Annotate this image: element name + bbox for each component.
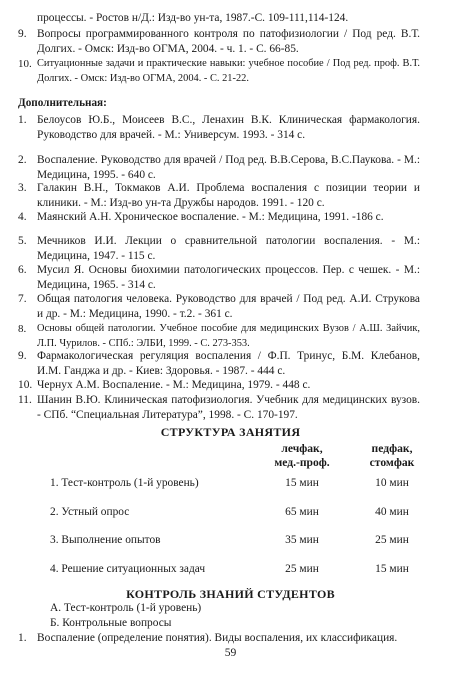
reference-item: [18, 113, 420, 142]
reference-item: [18, 378, 420, 393]
reference-number: 10.: [18, 379, 33, 391]
reference-number: 8.: [18, 323, 27, 335]
knowledge-control-title: КОНТРОЛЬ ЗНАНИЙ СТУДЕНТОВ: [126, 587, 335, 601]
control-item-questions: Б. Контрольные вопросы: [50, 617, 172, 629]
reference-item: [18, 349, 420, 378]
reference-item: [18, 234, 420, 263]
lesson-structure-title: СТРУКТУРА ЗАНЯТИЯ: [160, 425, 301, 439]
structure-row-time-pedfak: 10 мин: [375, 477, 409, 489]
reference-text: процессы. - Ростов н/Д.: Изд-во ун-та, 1987.-С. 109-111,114-124.: [37, 12, 349, 24]
reference-text: Мусил Я. Основы биохимии патологических процессов. Пер. с чешек. - М.: Медицина, 1965. - 314 с.: [37, 264, 420, 291]
additional-literature-heading: Дополнительная:: [18, 97, 107, 109]
reference-item: [18, 153, 420, 182]
structure-row-label: 3. Выполнение опытов: [50, 534, 161, 546]
reference-text: Воспаление. Руководство для врачей / Под ред. В.В.Серова, В.С.Паукова. - М.: Медицина, 1995. - 640 с.: [37, 154, 420, 181]
reference-number: 7.: [18, 293, 27, 305]
reference-number: 6.: [18, 264, 27, 276]
reference-number: 3.: [18, 182, 27, 194]
reference-number: 10.: [18, 58, 32, 70]
reference-item: [18, 57, 420, 86]
structure-row-time-lechfak: 15 мин: [285, 477, 319, 489]
column-header-pedfak: [352, 442, 432, 470]
question-number: 1.: [18, 632, 27, 644]
reference-item: [18, 181, 420, 210]
reference-text: Чернух А.М. Воспаление. - М.: Медицина, 1979. - 448 с.: [37, 379, 311, 391]
reference-number: 1.: [18, 114, 27, 126]
reference-number: 5.: [18, 235, 27, 247]
reference-item: [18, 263, 420, 292]
column-header-line: педфак,: [371, 442, 413, 455]
structure-row-label: 1. Тест-контроль (1-й уровень): [50, 477, 199, 489]
control-item-test: А. Тест-контроль (1-й уровень): [50, 602, 202, 614]
reference-text: Основы общей патологии. Учебное пособие для медицинских Вузов / А.Ш. Зайчик, Л.П. Чурилов. - СПб.: ЭЛБИ, 1999. - С. 273-353.: [37, 323, 420, 349]
reference-number: 11.: [18, 394, 32, 406]
reference-text: Мечников И.И. Лекции о сравнительной патологии воспаления. - М.: Медицина, 1947. - 115 с.: [37, 235, 420, 262]
reference-number: 2.: [18, 154, 27, 166]
structure-row-time-pedfak: 40 мин: [375, 506, 409, 518]
reference-text: Общая патология человека. Руководство для врачей / Под ред. А.И. Струкова и др. - М.: Медицина, 1990. - т.2. - 361 с.: [37, 293, 420, 320]
structure-row-time-pedfak: 15 мин: [375, 563, 409, 575]
column-header-line: мед.-проф.: [274, 456, 330, 469]
reference-item: [18, 322, 420, 351]
reference-item: [18, 11, 420, 26]
reference-item: [18, 210, 420, 225]
column-header-lechfak: [262, 442, 342, 470]
structure-row-time-lechfak: 65 мин: [285, 506, 319, 518]
reference-item: [18, 292, 420, 321]
structure-row-time-lechfak: 25 мин: [285, 563, 319, 575]
page-number: 59: [224, 646, 237, 659]
reference-item: [18, 27, 420, 56]
reference-text: Шанин В.Ю. Клиническая патофизиология. Учебник для медицинских вузов. - СПб. “Специальная Литература”, 1998. - С. 170-197.: [37, 394, 420, 421]
reference-text: Фармакологическая регуляция воспаления / Ф.П. Тринус, Б.М. Клебанов, И.М. Ганджа и др. - Киев: Здоровья. - 1987. - 444 с.: [37, 350, 420, 377]
column-header-line: стомфак: [369, 456, 415, 469]
reference-number: 9.: [18, 28, 27, 40]
reference-item: [18, 393, 420, 422]
question-text: Воспаление (определение понятия). Виды воспаления, их классификация.: [37, 632, 398, 644]
structure-row-label: 2. Устный опрос: [50, 506, 130, 518]
structure-row-time-pedfak: 25 мин: [375, 534, 409, 546]
structure-row-label: 4. Решение ситуационных задач: [50, 563, 206, 575]
reference-number: 4.: [18, 211, 27, 223]
structure-row-time-lechfak: 35 мин: [285, 534, 319, 546]
control-question-item: [18, 631, 420, 646]
reference-text: Ситуационные задачи и практические навыки: учебное пособие / Под ред. проф. В.Т. Долгих. - Омск: Изд-во ОГМА, 2004. - С. 21-22.: [37, 58, 420, 84]
reference-number: 9.: [18, 350, 27, 362]
reference-text: Маянский А.Н. Хроническое воспаление. - М.: Медицина, 1991. -186 с.: [37, 211, 384, 223]
reference-text: Белоусов Ю.Б., Моисеев В.С., Ленахин В.К. Клиническая фармакология. Руководство для врачей. - М.: Универсум. 1993. - 314 с.: [37, 114, 420, 141]
column-header-line: лечфак,: [281, 442, 323, 455]
reference-text: Галакин В.Н., Токмаков А.И. Проблема воспаления с позиции теории и клиники. - М.: Изд-во ун-та Дружбы народов. 1991. - 120 с.: [37, 182, 420, 209]
reference-text: Вопросы программированного контроля по патофизиологии / Под ред. В.Т. Долгих. - Омск: Изд-во ОГМА, 2004. - ч. 1. - С. 66-85.: [37, 28, 420, 55]
